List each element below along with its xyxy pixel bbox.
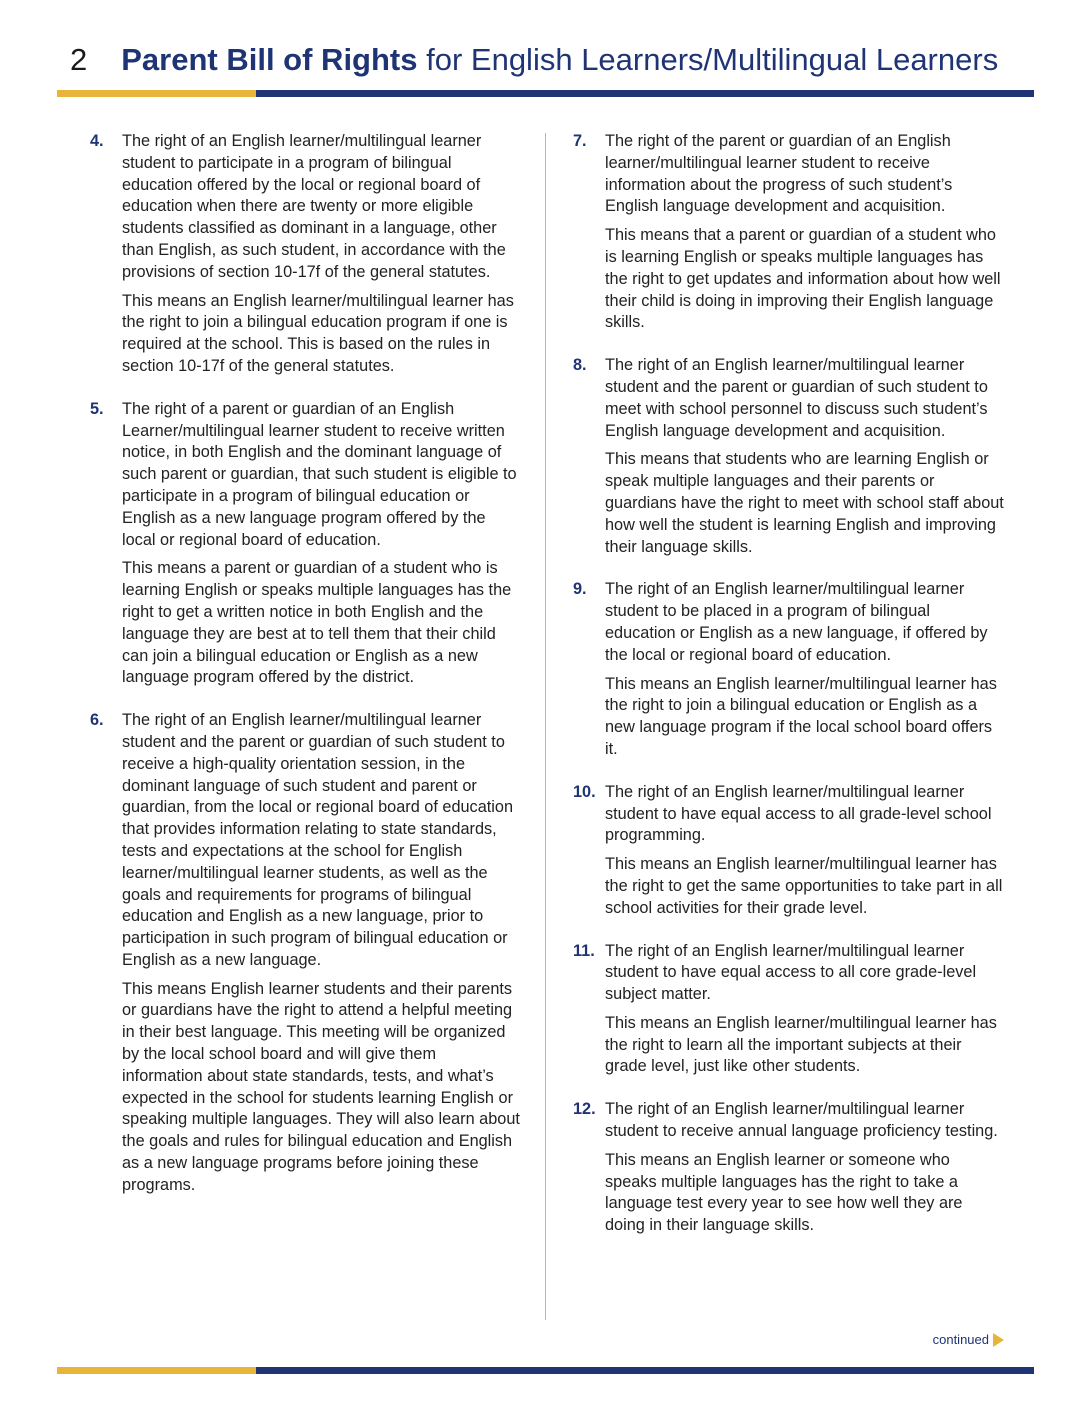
rights-item [573,941,1005,1079]
triangle-right-icon [993,1333,1004,1347]
item-text: The right of an English learner/multilingual learner student to have equal access to all core grade-level subject matter. [605,941,977,1004]
item-explanation: This means an English learner/multilingual learner has the right to learn all the important subjects at their grade level, just like other students. [605,1013,997,1076]
item-number: 9. [573,580,587,599]
header-rule [57,90,1034,97]
header-rule-gold [57,90,256,97]
item-explanation: This means a parent or guardian of a student who is learning English or speaks multiple languages has the right to get a written notice in both English and the language they are best at to tell them that their child can join a bilingual education or English as a new language program offered by the district. [122,559,512,687]
rights-item [90,399,520,689]
header-rule-navy [256,90,1034,97]
rights-item [573,1099,1005,1237]
rights-item [573,131,1005,334]
page-header [70,38,1030,82]
item-explanation: This means an English learner/multilingual learner has the right to join a bilingual education program if one is required at the school. This is based on the rules in section 10-17f of the general statutes. [122,291,514,375]
rights-item [573,579,1005,760]
item-explanation: This means English learner students and their parents or guardians have the right to attend a helpful meeting in their best language. This meeting will be organized by the local school board and will give them information about state standards, tests, and what’s expected in the school for students learning English or speaking multiple languages. They will also learn about the goals and rules for bilingual education and English as a new language programs before joining these programs. [122,979,520,1194]
item-text: The right of the parent or guardian of an English learner/multilingual learner student to receive information about the progress of such student’s English language development and acquisition. [605,132,953,216]
item-number: 12. [573,1100,596,1119]
item-number: 10. [573,782,596,801]
item-text: The right of a parent or guardian of an English Learner/multilingual learner student to receive written notice, in both English and the dominant language of such parent or guardian, that such student is eligible to participate in a program of bilingual education or English as a new language program offered by the local or regional board of education. [122,399,517,549]
item-text: The right of an English learner/multilingual learner student and the parent or guardian of such student to meet with school personnel to discuss such student’s English language development and acquisition. [605,356,988,440]
item-explanation: This means an English learner or someone who speaks multiple languages has the right to take a language test every year to see how well they are doing in their language skills. [605,1150,963,1235]
column-divider [545,133,546,1320]
rights-item [90,710,520,1197]
item-text: The right of an English learner/multilingual learner student to be placed in a program of bilingual education or English as a new language, if offered by the local or regional board of education. [605,580,988,664]
item-text: The right of an English learner/multilingual learner student to have equal access to all grade-level school programming. [605,782,992,845]
page-title-rest: for English Learners/Multilingual Learners [417,42,999,77]
item-number: 5. [90,399,104,418]
item-number: 7. [573,132,587,150]
footer-rule [57,1367,1034,1374]
continued-link[interactable] [933,1331,1004,1349]
continued-label: continued [932,1332,989,1347]
item-text: The right of an English learner/multilingual learner student and the parent or guardian of such student to receive a high-quality orientation session, in the dominant language of such student and parent or guardian, from the local or regional board of education that provides information relating to state standards, tests and expectations at the school for English learner/multilingual learner students, as well as the goals and requirements for programs of bilingual education and English as a new language, prior to participation in such program of bilingual education or English as a new language. [122,711,513,969]
item-explanation: This means an English learner/multilingual learner has the right to get the same opportunities to take part in all school activities for their grade level. [605,855,1003,917]
rights-item [90,131,520,378]
page-title-bold: Parent Bill of Rights [121,42,418,77]
right-column [573,131,1005,1237]
item-explanation: This means an English learner/multilingual learner has the right to join a bilingual education or English as a new language program if the local school board offers it. [605,674,997,758]
item-number: 4. [90,132,104,150]
item-explanation: This means that students who are learning English or speak multiple languages and their parents or guardians have the right to meet with school staff about how well the student is learning English and improving their language skills. [605,450,1004,556]
item-number: 6. [90,711,104,730]
item-number: 11. [573,941,595,960]
rights-item [573,782,1005,920]
footer-rule-gold [57,1367,256,1374]
item-text: The right of an English learner/multilingual learner student to receive annual language proficiency testing. [605,1100,998,1141]
item-explanation: This means that a parent or guardian of a student who is learning English or speaks multiple languages has the right to get updates and information about how well their child is doing in improving their English language skills. [605,226,1001,332]
page-number: 2 [70,42,88,77]
rights-item [573,355,1005,558]
footer-rule-navy [256,1367,1034,1374]
item-number: 8. [573,356,587,375]
item-text: The right of an English learner/multilingual learner student to participate in a program of bilingual education offered by the local or regional board of education when there are twenty or more eligible students classified as dominant in a language, other than English, as such student, in accordance with the provisions of section 10-17f of the general statutes. [122,132,506,281]
left-column [90,131,520,1197]
